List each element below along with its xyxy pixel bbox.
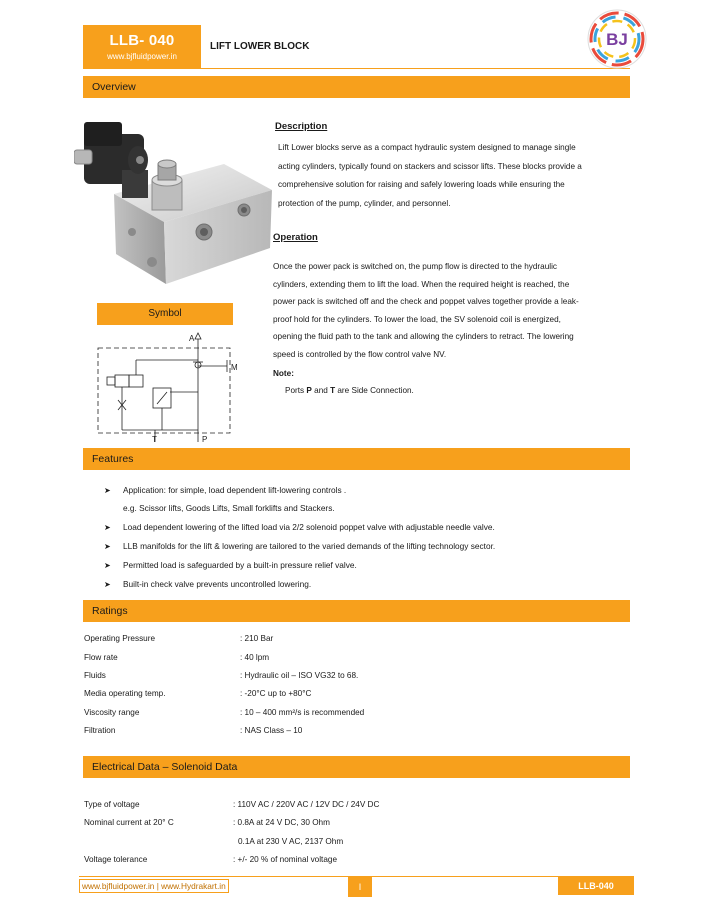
- electrical-value: : 110V AC / 220V AC / 12V DC / 24V DC: [233, 800, 380, 809]
- overview-section-bar: Overview: [83, 76, 630, 98]
- description-line: comprehensive solution for raising and safely lowering loads while ensuring the: [278, 180, 565, 189]
- electrical-label: Voltage tolerance: [84, 855, 148, 864]
- rating-label: Operating Pressure: [84, 634, 155, 643]
- electrical-label: Type of voltage: [84, 800, 140, 809]
- features-section-bar: Features: [83, 448, 630, 470]
- feature-item: ➤ Built-in check valve prevents uncontrolled lowering.: [104, 579, 312, 589]
- arrow-bullet-icon: ➤: [104, 580, 111, 589]
- electrical-value: : 0.8A at 24 V DC, 30 Ohm: [233, 818, 330, 827]
- feature-item: ➤ LLB manifolds for the lift & lowering are tailored to the varied demands of the lifting technology sector.: [104, 541, 496, 551]
- footer-website-links[interactable]: www.bjfluidpower.in | www.Hydrakart.in: [79, 879, 229, 893]
- port-m-label: M: [231, 363, 238, 372]
- feature-item: ➤ Permitted load is safeguarded by a built-in pressure relief valve.: [104, 560, 357, 570]
- note-text: Ports P and T are Side Connection.: [285, 386, 414, 395]
- logo-text: BJ: [606, 30, 628, 49]
- rating-label: Media operating temp.: [84, 689, 166, 698]
- operation-line: proof hold for the cylinders. To lower the load, the SV solenoid coil is energized,: [273, 314, 561, 324]
- description-line: acting cylinders, typically found on stackers and scissor lifts. These blocks provide a: [278, 161, 582, 171]
- description-line: Lift Lower blocks serve as a compact hydraulic system designed to manage single: [278, 143, 576, 152]
- lift-lower-block-image: [74, 112, 274, 292]
- feature-example: e.g. Scissor lifts, Goods Lifts, Small forklifts and Stackers.: [123, 503, 335, 513]
- operation-line: speed is controlled by the flow control valve NV.: [273, 349, 447, 359]
- feature-item: ➤ Load dependent lowering of the lifted load via 2/2 solenoid poppet valve with adjustable needle valve.: [104, 522, 495, 532]
- rating-value: : 210 Bar: [240, 634, 274, 643]
- header-website[interactable]: www.bjfluidpower.in: [107, 52, 177, 61]
- electrical-value: : +/- 20 % of nominal voltage: [233, 855, 337, 864]
- product-code: LLB- 040: [109, 32, 175, 49]
- product-code-badge: [83, 25, 201, 69]
- symbol-label: Symbol: [97, 303, 233, 325]
- rating-value: : 10 – 400 mm²/s is recommended: [240, 708, 365, 717]
- description-text: [278, 139, 623, 213]
- page-number: I: [348, 877, 372, 897]
- arrow-bullet-icon: ➤: [104, 561, 111, 570]
- rating-value: : NAS Class – 10: [240, 726, 303, 735]
- operation-line: cylinders, extending them to lift the load. When the required height is reached, the: [273, 279, 570, 289]
- operation-text: [273, 258, 625, 364]
- header-divider: [83, 68, 630, 69]
- rating-label: Viscosity range: [84, 708, 140, 717]
- electrical-value: 0.1A at 230 V AC, 2137 Ohm: [238, 837, 344, 846]
- feature-item: ➤ Application: for simple, load dependent lift-lowering controls .: [104, 485, 347, 495]
- operation-line: opening the fluid path to the tank and allowing the cylinders to retract. The lowering: [273, 332, 574, 342]
- electrical-section-bar: Electrical Data – Solenoid Data: [83, 756, 630, 778]
- operation-heading: Operation: [273, 232, 318, 243]
- rating-label: Fluids: [84, 671, 106, 680]
- arrow-bullet-icon: ➤: [104, 486, 111, 495]
- operation-line: Once the power pack is switched on, the pump flow is directed to the hydraulic: [273, 262, 557, 271]
- port-a-label: A: [189, 334, 195, 343]
- bj-logo-icon: [586, 8, 648, 70]
- document-title: LIFT LOWER BLOCK: [210, 41, 310, 52]
- hydraulic-symbol-diagram: [95, 330, 245, 445]
- description-heading: Description: [275, 121, 328, 132]
- port-t-label: T: [152, 435, 157, 444]
- rating-label: Filtration: [84, 726, 116, 735]
- note-label: Note:: [273, 369, 294, 378]
- footer-product-code: LLB-040: [558, 877, 634, 895]
- ratings-section-bar: Ratings: [83, 600, 630, 622]
- port-p-label: P: [202, 435, 208, 444]
- rating-label: Flow rate: [84, 653, 118, 662]
- rating-value: : Hydraulic oil – ISO VG32 to 68.: [240, 671, 359, 680]
- arrow-bullet-icon: ➤: [104, 523, 111, 532]
- electrical-label: Nominal current at 20° C: [84, 818, 174, 827]
- arrow-bullet-icon: ➤: [104, 542, 111, 551]
- description-line: protection of the pump, cylinder, and personnel.: [278, 198, 451, 208]
- rating-value: : -20°C up to +80°C: [240, 689, 312, 698]
- operation-line: power pack is switched off and the check and poppet valves together provide a leak-: [273, 297, 579, 307]
- rating-value: : 40 lpm: [240, 653, 270, 662]
